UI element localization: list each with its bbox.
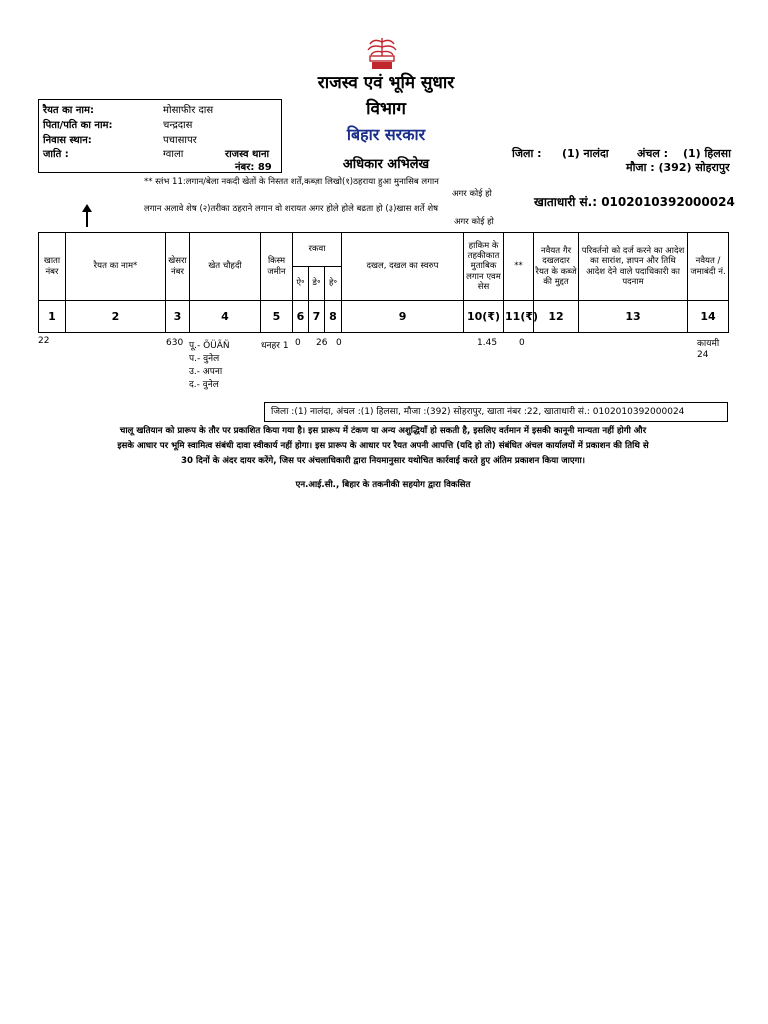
- disclaimer: [38, 424, 728, 469]
- col-number: 11(₹): [504, 301, 534, 333]
- header-dakhal: दखल, दखल का स्वरुप: [342, 233, 464, 301]
- raiyat-info-box: [38, 99, 282, 173]
- row-khata: 22: [38, 336, 50, 346]
- row-jamabandi: 24: [697, 350, 709, 360]
- col-number: 12: [534, 301, 579, 333]
- col-number: 4: [190, 301, 261, 333]
- footer-credit: एन.आई.सी., बिहार के तकनीकी सहयोग द्वारा विकसित: [295, 480, 471, 490]
- page-title-line1: राजस्व एवं भूमि सुधार: [317, 73, 455, 93]
- khatadhari-number: खाताधारी सं.: 0102010392000024: [534, 195, 735, 209]
- header-de: डे॰: [309, 267, 325, 301]
- anchal-value: (1) हिलसा: [683, 147, 731, 160]
- record-table: [38, 232, 729, 333]
- header-khata: खाता नंबर: [39, 233, 66, 301]
- col-number: 5: [261, 301, 293, 333]
- header-kism: किस्म जमीन: [261, 233, 293, 301]
- row-lagan: 1.45: [477, 338, 498, 348]
- father-name-value: चन्द्रदास: [163, 120, 193, 131]
- bihar-emblem-icon: [362, 34, 402, 72]
- disclaimer-line2: इसके आधार पर भूमि स्वामित्व संबंधी दावा स्वीकार्य नहीं होगा। इस प्रारूप के आधार पर रैयत अपनी आपत्ति (यदि हो तो) संबंधित अंचल कार्यालयों में प्रकाशन की तिथि से: [117, 441, 649, 451]
- thana-label: राजस्व थाना: [225, 149, 270, 160]
- note-line2b: अगर कोई हो: [454, 217, 494, 227]
- district-summary-box: जिला :(1) नालंदा, अंचल :(1) हिलसा, मौजा :(392) सोहरापुर, खाता नंबर :22, खाताधारी सं.: 0102010392000024: [264, 402, 728, 422]
- header-raiyat: रैयत का नाम*: [66, 233, 166, 301]
- header-he: हे॰: [325, 267, 342, 301]
- row-de: 26: [316, 338, 328, 348]
- govt-title: बिहार सरकार: [346, 125, 426, 144]
- up-arrow-icon: [80, 203, 94, 229]
- col-number: 1: [39, 301, 66, 333]
- row-kism: धनहर 1: [261, 341, 289, 351]
- raiyat-name-label: रैयत का नाम:: [43, 105, 94, 116]
- header-hakim: हाकिम के तहकीकात मुताबिक लगान एवम सेस: [464, 233, 504, 301]
- header-rakwa: रकवा: [293, 233, 342, 267]
- residence-value: पचासापर: [163, 135, 197, 146]
- row-ae: 0: [295, 338, 301, 348]
- col-number: 3: [166, 301, 190, 333]
- mauja-info: मौजा : (392) सोहरापुर: [626, 161, 730, 174]
- raiyat-name-value: मोसाफीर दास: [163, 105, 214, 116]
- anchal-label: अंचल :: [637, 147, 669, 160]
- row-chauhadi-north: उ.- अपना: [189, 367, 223, 377]
- district-label: जिला :: [512, 147, 542, 160]
- col-number: 2: [66, 301, 166, 333]
- row-khesra: 630: [166, 338, 184, 348]
- father-name-label: पिता/पति का नाम:: [43, 120, 113, 131]
- header-navaiyat-gair: नवैयत गैर दखलदार रैयत के कब्जे की मुद्दत: [534, 233, 579, 301]
- col-number: 14: [688, 301, 729, 333]
- header-ae: ऐ॰: [293, 267, 309, 301]
- row-col11: 0: [519, 338, 525, 348]
- disclaimer-line3: 30 दिनों के अंदर दायर करेंगे, जिस पर अंचलाधिकारी द्वारा नियमानुसार यथोचित कार्रवाई करते हुए अंतिम प्रकाशन किया जाएगा।: [181, 456, 585, 466]
- note-line1b: अगर कोई हो: [452, 189, 492, 199]
- thana-number: नंबर: 89: [235, 162, 272, 173]
- note-line2: लगान अलावे शेष (२)तरीका ठहराने लगान वो शरायत अगर होले होले बढता हो (३)खास शर्ते शेष: [144, 204, 439, 214]
- district-value: (1) नालंदा: [562, 147, 609, 160]
- note-line1: ** स्तंभ 11:लगान/बेला नकदी खेतों के निस्तत शर्तें,कब्ज़ा लिखो(१)ठहराया हुआ मुनासिब लगान: [144, 177, 439, 187]
- caste-label: जाति :: [43, 149, 69, 160]
- disclaimer-line1: चालू खतियान को प्रारूप के तौर पर प्रकाशित किया गया है। इस प्रारूप में टंकण या अन्य अशुद्धियाँ हो सकती है, इसलिए वर्तमान में इसकी कानूनी मान्यता नहीं होगी और: [119, 426, 647, 436]
- col-number: 7: [309, 301, 325, 333]
- col-number: 10(₹): [464, 301, 504, 333]
- header-khesra: खेसरा नंबर: [166, 233, 190, 301]
- header-parivartan: परिवर्तनो को दर्ज करने का आदेश का सारांश, ज्ञापन और तिथि आदेश देने वाले पदाधिकारी का पदनाम: [579, 233, 688, 301]
- col-number: 6: [293, 301, 309, 333]
- caste-value: ग्वाला: [163, 149, 184, 160]
- row-navaiyat: कायमी: [697, 339, 720, 349]
- col-number: 13: [579, 301, 688, 333]
- col-number: 9: [342, 301, 464, 333]
- residence-label: निवास स्थान:: [43, 135, 92, 146]
- header-chauhadi: खेत चौहदी: [190, 233, 261, 301]
- record-title: अधिकार अभिलेख: [342, 157, 430, 172]
- row-he: 0: [336, 338, 342, 348]
- header-star: **: [504, 233, 534, 301]
- row-chauhadi-east: पू.- ÕÜÃÑ: [189, 341, 230, 351]
- col-number: 8: [325, 301, 342, 333]
- header-navaiyat-jama: नवैयत / जमाबंदी नं.: [688, 233, 729, 301]
- row-chauhadi-west: प.- वुनेल: [189, 354, 220, 364]
- page-title-line2: विभाग: [366, 99, 406, 119]
- row-chauhadi-south: द.- वुनेल: [189, 380, 219, 390]
